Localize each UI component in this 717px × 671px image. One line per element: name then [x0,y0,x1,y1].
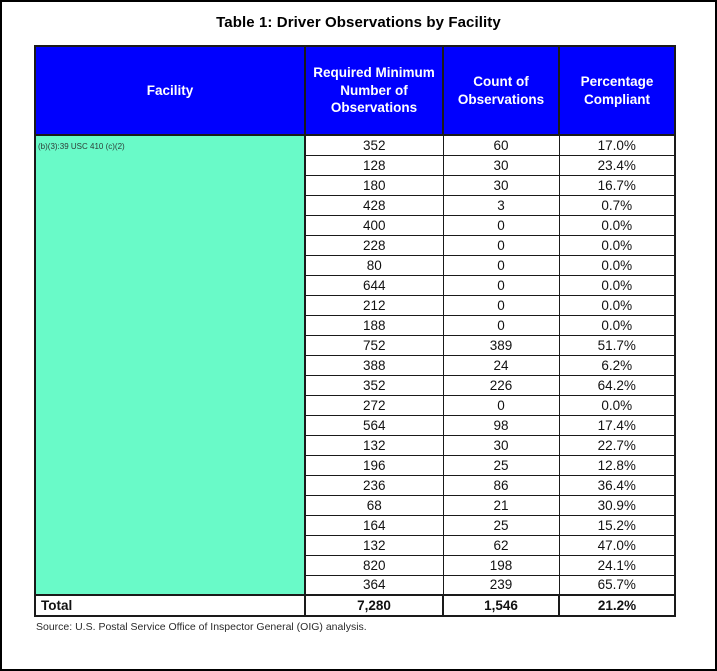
required-observations-cell: 180 [305,175,443,195]
source-note: Source: U.S. Postal Service Office of Inspector General (OIG) analysis. [36,621,367,633]
count-observations-cell: 0 [443,395,559,415]
total-required-value: 7,280 [305,595,443,616]
percentage-compliant-cell: 36.4% [559,475,675,495]
count-observations-cell: 226 [443,375,559,395]
count-observations-cell: 3 [443,195,559,215]
count-observations-cell: 389 [443,335,559,355]
count-observations-cell: 0 [443,235,559,255]
header-count-observations: Count of Observations [443,46,559,135]
redaction-exemption-label: (b)(3):39 USC 410 (c)(2) [38,142,125,151]
percentage-compliant-cell: 0.0% [559,295,675,315]
required-observations-cell: 820 [305,555,443,575]
percentage-compliant-cell: 51.7% [559,335,675,355]
count-observations-cell: 30 [443,155,559,175]
percentage-compliant-cell: 64.2% [559,375,675,395]
percentage-compliant-cell: 17.4% [559,415,675,435]
required-observations-cell: 228 [305,235,443,255]
required-observations-cell: 644 [305,275,443,295]
count-observations-cell: 30 [443,435,559,455]
required-observations-cell: 236 [305,475,443,495]
total-percentage-value: 21.2% [559,595,675,616]
required-observations-cell: 352 [305,375,443,395]
header-required-minimum: Required Minimum Number of Observations [305,46,443,135]
required-observations-cell: 128 [305,155,443,175]
header-row [35,46,675,135]
count-observations-cell: 0 [443,295,559,315]
percentage-compliant-cell: 15.2% [559,515,675,535]
count-observations-cell: 86 [443,475,559,495]
count-observations-cell: 25 [443,515,559,535]
percentage-compliant-cell: 30.9% [559,495,675,515]
table-body [35,135,675,595]
percentage-compliant-cell: 22.7% [559,435,675,455]
required-observations-cell: 752 [305,335,443,355]
required-observations-cell: 68 [305,495,443,515]
count-observations-cell: 239 [443,575,559,595]
percentage-compliant-cell: 17.0% [559,135,675,155]
total-row [35,595,675,616]
required-observations-cell: 188 [305,315,443,335]
table-title: Table 1: Driver Observations by Facility [216,14,501,31]
header-percentage-compliant: Percentage Compliant [559,46,675,135]
count-observations-cell: 30 [443,175,559,195]
count-observations-cell: 98 [443,415,559,435]
percentage-compliant-cell: 0.0% [559,395,675,415]
percentage-compliant-cell: 6.2% [559,355,675,375]
count-observations-cell: 0 [443,215,559,235]
percentage-compliant-cell: 24.1% [559,555,675,575]
percentage-compliant-cell: 23.4% [559,155,675,175]
required-observations-cell: 364 [305,575,443,595]
percentage-compliant-cell: 12.8% [559,455,675,475]
required-observations-cell: 164 [305,515,443,535]
required-observations-cell: 80 [305,255,443,275]
required-observations-cell: 400 [305,215,443,235]
count-observations-cell: 25 [443,455,559,475]
count-observations-cell: 21 [443,495,559,515]
percentage-compliant-cell: 16.7% [559,175,675,195]
required-observations-cell: 388 [305,355,443,375]
required-observations-cell: 352 [305,135,443,155]
percentage-compliant-cell: 0.0% [559,255,675,275]
percentage-compliant-cell: 0.0% [559,315,675,335]
facility-redaction-cell [35,135,305,595]
percentage-compliant-cell: 0.0% [559,275,675,295]
required-observations-cell: 132 [305,435,443,455]
total-label: Total [35,595,305,616]
header-facility: Facility [35,46,305,135]
percentage-compliant-cell: 0.7% [559,195,675,215]
count-observations-cell: 0 [443,255,559,275]
count-observations-cell: 0 [443,315,559,335]
percentage-compliant-cell: 0.0% [559,235,675,255]
required-observations-cell: 196 [305,455,443,475]
percentage-compliant-cell: 47.0% [559,535,675,555]
required-observations-cell: 132 [305,535,443,555]
required-observations-cell: 564 [305,415,443,435]
total-count-value: 1,546 [443,595,559,616]
percentage-compliant-cell: 65.7% [559,575,675,595]
driver-observations-table [34,45,676,617]
required-observations-cell: 428 [305,195,443,215]
count-observations-cell: 62 [443,535,559,555]
table-row [35,135,675,155]
count-observations-cell: 60 [443,135,559,155]
required-observations-cell: 272 [305,395,443,415]
percentage-compliant-cell: 0.0% [559,215,675,235]
count-observations-cell: 0 [443,275,559,295]
count-observations-cell: 198 [443,555,559,575]
count-observations-cell: 24 [443,355,559,375]
required-observations-cell: 212 [305,295,443,315]
